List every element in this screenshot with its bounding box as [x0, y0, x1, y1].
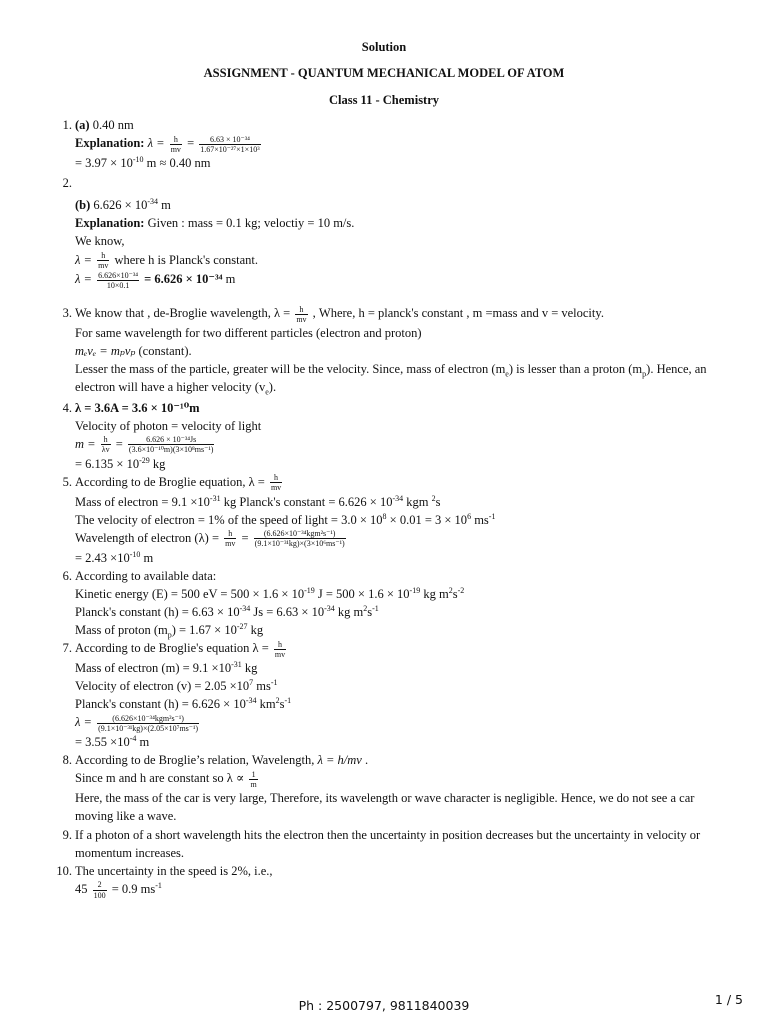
- fraction: $\frac{\text{6.626×10⁻³⁴}}{10\times 0.1}$: [98, 270, 139, 290]
- question-number: 8.: [62, 753, 72, 768]
- question-number: 7.: [62, 641, 72, 656]
- answer-1: 1. (a) 0.40 nm Explanation: λ = $\frac{h}{mv}$ = $\frac{\text{6.63 × 10⁻³⁴}}{\text{1.67×10⁻²⁷×1×10³}}$ = $3.97 \times 10^{-10}$ m ≈ 0.40 nm: [46, 116, 726, 172]
- answer-option: (b): [75, 198, 91, 213]
- solution-heading: Solution: [361, 40, 407, 54]
- question-number: 5.: [62, 474, 72, 489]
- question-number: 10.: [56, 863, 72, 878]
- class-subtitle: Class 11 - Chemistry: [328, 93, 440, 107]
- fraction: $\frac{\text{(6.626×10⁻³⁴kgm²s⁻¹)}}{\text{(9.1×10⁻³¹kg)×(2.05×10⁷ms⁻¹)}}$: [98, 713, 199, 733]
- answer-4: 4. λ = 3.6A = 3.6 × 10⁻¹⁰m Velocity of photon = velocity of light m = $\frac{h}{\lambda v}$ = $\frac{\text{6.626 × 10⁻³⁴Js}}{\text{(3.6×10⁻¹⁰m)(3×10⁸ms⁻¹)}}$ = $6.135 \times 10^{-29}$ kg: [46, 399, 726, 473]
- fraction: $\frac{h}{mv}$: [274, 639, 286, 659]
- answers-list: [46, 116, 726, 900]
- answer-text: 0.40 nm: [89, 118, 134, 132]
- fraction: $\frac{h}{mv}$: [98, 251, 109, 271]
- fraction: $\frac{1}{m}$: [250, 769, 257, 790]
- fraction: $\frac{\text{6.626 × 10⁻³⁴Js}}{\text{(3.6×10⁻¹⁰m)(3×10⁸ms⁻¹)}}$: [128, 435, 214, 455]
- fraction: $\frac{\text{6.63 × 10⁻³⁴}}{\text{1.67×10⁻²⁷×1×10³}}$: [200, 134, 260, 154]
- fraction: $\frac{h}{mv}$: [170, 134, 181, 154]
- question-number: 9.: [62, 827, 72, 842]
- assignment-title: ASSIGNMENT - QUANTUM MECHANICAL MODEL OF ATOM: [203, 66, 565, 80]
- question-number: 3.: [62, 306, 72, 321]
- answer-3: 3. We know that , de-Broglie wavelength, λ = $\frac{h}{mv}$ , Where, h = planck's constant , m =mass and v = velocity. For same wavelength for two different particles (electron and proton) mₑvₑ = mₚvₚ (constant). Lesser the mass of the particle, greater will be the velocity. Since, mass of electron $(m_e)$ is lesser than a proton $(m_p)$. Hence, an electron will have a higher velocity $(v_e)$.: [46, 304, 726, 396]
- fraction: $\frac{h}{\lambda v}$: [101, 435, 110, 455]
- answer-option: (a): [75, 118, 90, 132]
- question-number: 6.: [62, 568, 72, 583]
- footer-phone: Ph : 2500797, 9811840039: [298, 998, 470, 1013]
- answer-10: 10. The uncertainty in the speed is 2%, i.e., 45 $\frac{2}{100}$ = 0.9 $ms^{-1}$: [46, 862, 726, 900]
- question-number: 4.: [62, 400, 72, 415]
- fraction: $\frac{h}{mv}$: [270, 473, 282, 493]
- answer-5: 5. According to de Broglie equation, λ = $\frac{h}{mv}$ Mass of electron = $9.1 \times 10^{-31}$ kg Planck's constant = $6.626 \times 10^{-34}$ kgm $^2$s The velocity of electron = 1% of the speed of light = $3.0 \times 10^8 \times 0.01 = 3 \times 10^6$ $ms^{-1}$ Wavelength of electron (λ) = $\frac{h}{mv}$ = $\frac{\text{(6.626×10⁻³⁴kgm²s⁻¹)}}{\text{(9.1×10⁻³¹kg)×(3×10⁶ms⁻¹)}}$ = $2.43 \times 10^{-10}$ m: [46, 473, 726, 567]
- question-number: 1.: [62, 118, 72, 132]
- fraction: $\frac{h}{mv}$: [225, 529, 236, 549]
- page-number: 1 / 5: [714, 992, 743, 1007]
- answer-8: 8. According to de Broglie’s relation, Wavelength, λ = h/mv . Since m and h are constant so λ ∝ $\frac{1}{m}$ Here, the mass of the car is very large, Therefore, its wavelength or wave character is negligible. Hence, we do not see a car moving like a wave.: [46, 751, 726, 825]
- answer-7: 7. According to de Broglie's equation λ = $\frac{h}{mv}$ Mass of electron $(m) = 9.1 \times 10^{-31}$ kg Velocity of electron $(v) = 2.05 \times 10^7$ $ms^{-1}$ Planck's constant $(h) = 6.626 \times 10^{-34}$ $km^2s^{-1}$ λ = $\frac{\text{(6.626×10⁻³⁴kgm²s⁻¹)}}{\text{(9.1×10⁻³¹kg)×(2.05×10⁷ms⁻¹)}}$ = $3.55 \times 10^{-4}$ m: [46, 639, 726, 751]
- fraction: $\frac{\text{(6.626×10⁻³⁴kgm²s⁻¹)}}{\text{(9.1×10⁻³¹kg)×(3×10⁶ms⁻¹)}}$: [254, 529, 345, 549]
- question-number: 2.: [62, 176, 72, 191]
- explanation-label: Explanation:: [75, 136, 145, 151]
- answer-6: 6. According to available data: Kinetic energy (E) = 500 eV = $500 \times 1.6 \times 10^{-19}$ $J = 500 \times 1.6 \times 10^{-19}$ kg $m^2s^{-2}$ Planck's constant $(h) = 6.63 \times 10^{-34}$ $Js = 6.63 \times 10^{-34}$ kg $m^2s^{-1}$ Mass of proton $(m_p) = 1.67 \times 10^{-27}$ kg: [46, 567, 726, 640]
- explanation-label: Explanation:: [75, 216, 145, 231]
- answer-9: 9. If a photon of a short wavelength hits the electron then the uncertainty in position decreases but the uncertainty in velocity or momentum increases.: [46, 826, 726, 862]
- fraction: $\frac{2}{100}$: [93, 880, 106, 900]
- fraction: $\frac{h}{mv}$: [296, 304, 307, 324]
- answer-2: 2. (b) $6.626 \times 10^{-34}$ m Explanation: Given : mass = 0.1 kg; veloctiy = 10 m/s. We know, λ = $\frac{h}{mv}$ where h is Planck's constant. λ = $\frac{\text{6.626×10⁻³⁴}}{10\times 0.1}$ = 6.626 × 10⁻³⁴ m: [46, 174, 726, 290]
